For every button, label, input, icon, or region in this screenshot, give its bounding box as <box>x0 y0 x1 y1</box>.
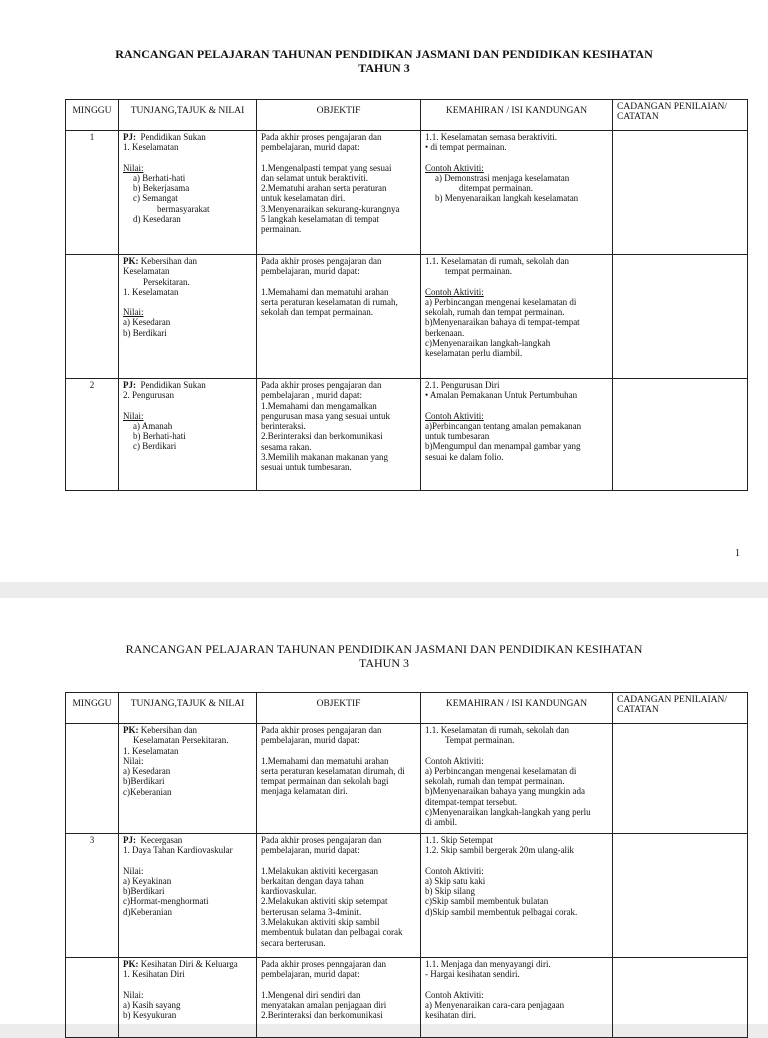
text-line <box>123 980 252 990</box>
cell-tunjang <box>119 131 257 255</box>
text-line: untuk keselamatan diri. <box>261 193 346 204</box>
cell-minggu <box>66 958 119 1038</box>
text-line: 1.Mengenal diri sendiri dan <box>261 989 361 1000</box>
text-line <box>123 297 252 307</box>
text-line: 1.1. Skip Setempat <box>425 835 493 845</box>
page-subtitle: TAHUN 3 <box>358 61 410 75</box>
text-line: b)Berdikari <box>123 886 165 897</box>
cell-kemahiran <box>421 958 613 1038</box>
text-line: Pada akhir proses pengajaran dan <box>261 380 382 390</box>
text-line: a) Amanah <box>133 420 173 431</box>
header-catatan: CADANGAN PENILAIAN/ CATATAN <box>613 693 748 724</box>
text-line: c)Menyenaraikan langkah-langkah yang perlu <box>425 807 591 818</box>
page-number: 1 <box>735 548 740 559</box>
document-page-2 <box>0 598 768 1024</box>
text-line: 2. Pengurusan <box>123 390 174 401</box>
cell-tunjang <box>119 958 257 1038</box>
table-row <box>66 379 748 491</box>
text-line: c) Berdikari <box>133 441 177 452</box>
text-line: berterusan selama 3-4minit. <box>261 906 362 917</box>
cell-tunjang <box>119 724 257 834</box>
text-line: sekolah, rumah dan tempat permainan. <box>425 307 565 318</box>
text-line: serta peraturan keselamatan dirumah, di <box>261 765 405 776</box>
text-line: 1.Melakukan aktiviti kecergasan <box>261 865 379 876</box>
cell-minggu: 2 <box>66 379 119 491</box>
text-line <box>123 256 252 266</box>
cell-catatan <box>613 131 748 255</box>
cell-minggu: 3 <box>66 834 119 958</box>
section-code: PK: <box>123 256 139 266</box>
cell-objektif <box>257 958 421 1038</box>
text-line <box>261 153 416 163</box>
text-line: berinteraksi. <box>261 421 306 432</box>
text-line: Nilai: <box>123 755 144 766</box>
text-fragment: Pendidikan Sukan <box>140 132 206 142</box>
text-line: tempat permainan dan sekolah bagi <box>261 776 389 787</box>
text-line: a) Kesedaran <box>123 317 171 328</box>
table-header-row <box>66 100 748 131</box>
text-line: a) Kesedaran <box>123 766 171 777</box>
text-line: 1.1. Keselamatan di rumah, sekolah dan <box>425 256 569 266</box>
text-line <box>425 401 608 411</box>
text-line: Pada akhir proses pengajaran dan <box>261 725 382 735</box>
cell-tunjang <box>119 834 257 958</box>
text-line: pengurusan masa yang sesuai untuk <box>261 410 390 421</box>
text-line: b)Mengumpul dan menampal gambar yang <box>425 441 581 452</box>
text-line: Contoh Aktiviti: <box>425 865 484 876</box>
page-title: RANCANGAN PELAJARAN TAHUNAN PENDIDIKAN JASMANI DAN PENDIDIKAN KESIHATAN <box>115 47 653 61</box>
section-code: PJ: <box>123 380 136 390</box>
text-line: pembelajaran, murid dapat: <box>261 266 360 277</box>
text-line <box>261 277 416 287</box>
header-tunjang: TUNJANG,TAJUK & NILAI <box>119 693 257 724</box>
text-line: sekolah dan tempat permainan. <box>261 307 373 318</box>
text-line: a) Keyakinan <box>123 875 172 886</box>
cell-kemahiran <box>421 724 613 834</box>
text-line: 1.Memahami dan mematuhi arahan <box>261 286 389 297</box>
text-line: 1.1. Keselamatan di rumah, sekolah dan <box>425 725 569 735</box>
text-line: Keselamatan Persekitaran. <box>133 735 229 746</box>
text-line <box>261 746 416 756</box>
text-line <box>425 277 608 287</box>
text-line: b) Bekerjasama <box>133 183 190 194</box>
text-fragment: Pendidikan Sukan <box>140 380 206 390</box>
text-line: Keselamatan <box>123 266 170 277</box>
text-line: b) Berhati-hati <box>133 431 186 442</box>
text-line: d) Kesedaran <box>133 214 181 225</box>
text-line: Tempat permainan. <box>445 735 515 746</box>
text-line <box>123 835 252 845</box>
page-title: RANCANGAN PELAJARAN TAHUNAN PENDIDIKAN JASMANI DAN PENDIDIKAN KESIHATAN <box>125 642 643 656</box>
text-line: d)Skip sambil membentuk pelbagai corak. <box>425 906 578 917</box>
text-line: pembelajaran , murid dapat: <box>261 390 362 401</box>
cell-minggu: 1 <box>66 131 119 255</box>
text-line <box>261 980 416 990</box>
text-line: 3.Melakukan aktiviti skip sambil <box>261 917 380 928</box>
section-code: PJ: <box>123 132 136 142</box>
text-fragment: Kecergasan <box>140 835 183 845</box>
text-line: Contoh Aktiviti: <box>425 162 484 173</box>
cell-objektif <box>257 834 421 958</box>
text-line: Nilai: <box>123 162 144 173</box>
text-line: a) Menyenaraikan cara-cara penjagaan <box>425 999 565 1010</box>
text-line <box>123 959 252 969</box>
text-line <box>123 132 252 142</box>
text-line: 1. Keselamatan <box>123 286 179 297</box>
text-line: pembelajaran, murid dapat: <box>261 845 360 856</box>
cell-catatan <box>613 958 748 1038</box>
text-line: a) Perbincangan mengenai keselamatan di <box>425 296 577 307</box>
cell-kemahiran <box>421 131 613 255</box>
header-catatan: CADANGAN PENILAIAN/ CATATAN <box>613 100 748 131</box>
cell-kemahiran <box>421 379 613 491</box>
text-line: d)Keberanian <box>123 906 172 917</box>
text-line: b)Menyenaraikan bahaya di tempat-tempat <box>425 317 580 328</box>
table-row <box>66 958 748 1038</box>
cell-catatan <box>613 379 748 491</box>
text-line: • Amalan Pemakanan Untuk Pertumbuhan <box>425 390 578 401</box>
table-row <box>66 131 748 255</box>
text-line: c)Skip sambil membentuk bulatan <box>425 896 549 907</box>
page-subtitle: TAHUN 3 <box>358 656 410 670</box>
text-line: c)Keberanian <box>123 786 172 797</box>
cell-kemahiran <box>421 834 613 958</box>
text-line: Nilai: <box>123 307 144 318</box>
text-line: a) Skip satu kaki <box>425 875 486 886</box>
text-line: 1.2. Skip sambil bergerak 20m ulang-alik <box>425 845 575 856</box>
text-line: di ambil. <box>425 817 457 828</box>
text-fragment: Kebersihan dan <box>140 725 197 735</box>
cell-catatan <box>613 724 748 834</box>
header-tunjang: TUNJANG,TAJUK & NILAI <box>119 100 257 131</box>
text-line <box>425 153 608 163</box>
plan-table <box>65 692 748 1038</box>
text-line: Contoh Aktiviti: <box>425 286 484 297</box>
text-line: kesihatan diri. <box>425 1010 476 1021</box>
text-line: 2.Berinteraksi dan berkomunikasi <box>261 431 383 442</box>
text-line: permainan. <box>261 224 302 235</box>
header-objektif: OBJEKTIF <box>257 693 421 724</box>
text-line: bermasyarakat <box>157 203 210 214</box>
text-line: pembelajaran, murid dapat: <box>261 142 360 153</box>
table-row <box>66 255 748 379</box>
text-line: sekolah, rumah dan tempat permainan. <box>425 776 565 787</box>
cell-objektif <box>257 131 421 255</box>
text-line: 2.Melakukan aktiviti skip setempat <box>261 896 388 907</box>
text-line: 5 langkah keselamatan di tempat <box>261 214 379 225</box>
text-line: b) Skip silang <box>425 886 476 897</box>
text-line <box>425 746 608 756</box>
header-kemahiran: KEMAHIRAN / ISI KANDUNGAN <box>421 100 613 131</box>
text-line: b)Menyenaraikan bahaya yang mungkin ada <box>425 786 585 797</box>
text-line: Nilai: <box>123 989 144 1000</box>
text-line <box>261 856 416 866</box>
section-code: PK: <box>123 725 139 735</box>
text-line: a) Berhati-hati <box>133 172 186 183</box>
text-line: Pada akhir proses pengajaran dan <box>261 132 382 142</box>
text-line: sesuai untuk tumbesaran. <box>261 462 352 473</box>
cell-minggu <box>66 255 119 379</box>
text-line: berkaitan dengan daya tahan <box>261 875 364 886</box>
section-code: PJ: <box>123 835 136 845</box>
text-line: 2.1. Pengurusan Diri <box>425 380 500 390</box>
text-line: 1.1. Keselamatan semasa beraktiviti. <box>425 132 557 142</box>
text-line: Contoh Aktiviti: <box>425 410 484 421</box>
text-line: 1. Kesihatan Diri <box>123 969 185 980</box>
text-line: 1. Daya Tahan Kardiovaskular <box>123 845 233 856</box>
text-line: 1. Keselamatan <box>123 745 179 756</box>
cell-catatan <box>613 834 748 958</box>
text-line: pembelajaran, murid dapat: <box>261 969 360 980</box>
text-line: c)Hormat-menghormati <box>123 896 209 907</box>
text-line: Pada akhir proses pengajaran dan <box>261 835 382 845</box>
text-line: a)Perbincangan tentang amalan pemakanan <box>425 420 582 431</box>
text-line <box>123 856 252 866</box>
text-line: a) Perbincangan mengenai keselamatan di <box>425 765 577 776</box>
text-fragment: Kebersihan dan <box>140 256 197 266</box>
text-line <box>425 856 608 866</box>
header-kemahiran: KEMAHIRAN / ISI KANDUNGAN <box>421 693 613 724</box>
text-line: untuk tumbesaran <box>425 431 490 442</box>
text-line: ditempat-tempat tersebut. <box>425 796 517 807</box>
cell-minggu <box>66 724 119 834</box>
text-line: menyatakan amalan penjagaan diri <box>261 999 387 1010</box>
text-line: c) Semangat <box>133 193 178 204</box>
cell-objektif <box>257 255 421 379</box>
text-line: a) Demonstrasi menjaga keselamatan <box>435 172 570 183</box>
text-line: - Hargai kesihatan sendiri. <box>425 969 520 980</box>
header-objektif: OBJEKTIF <box>257 100 421 131</box>
text-line: Nilai: <box>123 865 144 876</box>
plan-table <box>65 99 748 491</box>
table-header-row <box>66 693 748 724</box>
text-line: 1.Memahami dan mengamalkan <box>261 400 377 411</box>
cell-objektif <box>257 379 421 491</box>
text-line: b) Berdikari <box>123 327 167 338</box>
text-fragment: Kesihatan Diri & Keluarga <box>140 959 238 969</box>
text-line: pembelajaran, murid dapat: <box>261 735 360 746</box>
cell-tunjang <box>119 255 257 379</box>
text-line: c)Menyenaraikan langkah-langkah <box>425 338 551 349</box>
header-minggu: MINGGU <box>66 693 119 724</box>
text-line: 2.Mematuhi arahan serta peraturan <box>261 183 387 194</box>
text-line: sesama rakan. <box>261 441 312 452</box>
text-line: dan selamat untuk beraktiviti. <box>261 172 368 183</box>
text-line: Contoh Aktiviti: <box>425 755 484 766</box>
text-line: tempat permainan. <box>445 266 512 277</box>
text-line: kardiovaskular. <box>261 886 317 897</box>
text-line: Contoh Aktiviti: <box>425 989 484 1000</box>
text-line: 2.Berinteraksi dan berkomunikasi <box>261 1010 383 1021</box>
text-line: serta peraturan keselamatan di rumah, <box>261 296 398 307</box>
text-line <box>123 153 252 163</box>
text-line <box>123 380 252 390</box>
section-code: PK: <box>123 959 139 969</box>
cell-tunjang <box>119 379 257 491</box>
text-line: 1.1. Menjaga dan menyayangi diri. <box>425 959 551 969</box>
text-line <box>425 980 608 990</box>
header-minggu: MINGGU <box>66 100 119 131</box>
text-line: b) Kesyukuran <box>123 1010 177 1021</box>
text-line: secara berterusan. <box>261 937 326 948</box>
text-line <box>123 725 252 735</box>
text-line: keselamatan perlu diambil. <box>425 348 523 359</box>
text-line: 1.Mengenalpasti tempat yang sesuai <box>261 162 392 173</box>
text-line: b)Berdikari <box>123 776 165 787</box>
text-line <box>123 401 252 411</box>
cell-kemahiran <box>421 255 613 379</box>
text-line: membentuk bulatan dan pelbagai corak <box>261 927 403 938</box>
text-line: ditempat permainan. <box>459 183 533 194</box>
text-line: 1. Keselamatan <box>123 142 179 153</box>
text-line: 3.Menyenaraikan sekurang-kurangnya <box>261 203 400 214</box>
cell-objektif <box>257 724 421 834</box>
table-row <box>66 724 748 834</box>
text-line: • di tempat permainan. <box>425 142 507 153</box>
text-line: 3.Memilih makanan makanan yang <box>261 452 388 463</box>
text-line: 1.Memahami dan mematuhi arahan <box>261 755 389 766</box>
table-row <box>66 834 748 958</box>
text-line: a) Kasih sayang <box>123 999 181 1010</box>
text-line: sesuai ke dalam folio. <box>425 451 504 462</box>
text-line: Nilai: <box>123 410 144 421</box>
text-line: berkenaan. <box>425 327 465 338</box>
cell-catatan <box>613 255 748 379</box>
text-line: menjaga kelamatan diri. <box>261 786 348 797</box>
text-line: Pada akhir proses penngajaran dan <box>261 959 386 969</box>
text-line: b) Menyenaraikan langkah keselamatan <box>435 193 579 204</box>
text-line: Pada akhir proses pengajaran dan <box>261 256 382 266</box>
text-line: Persekitaran. <box>143 276 190 287</box>
